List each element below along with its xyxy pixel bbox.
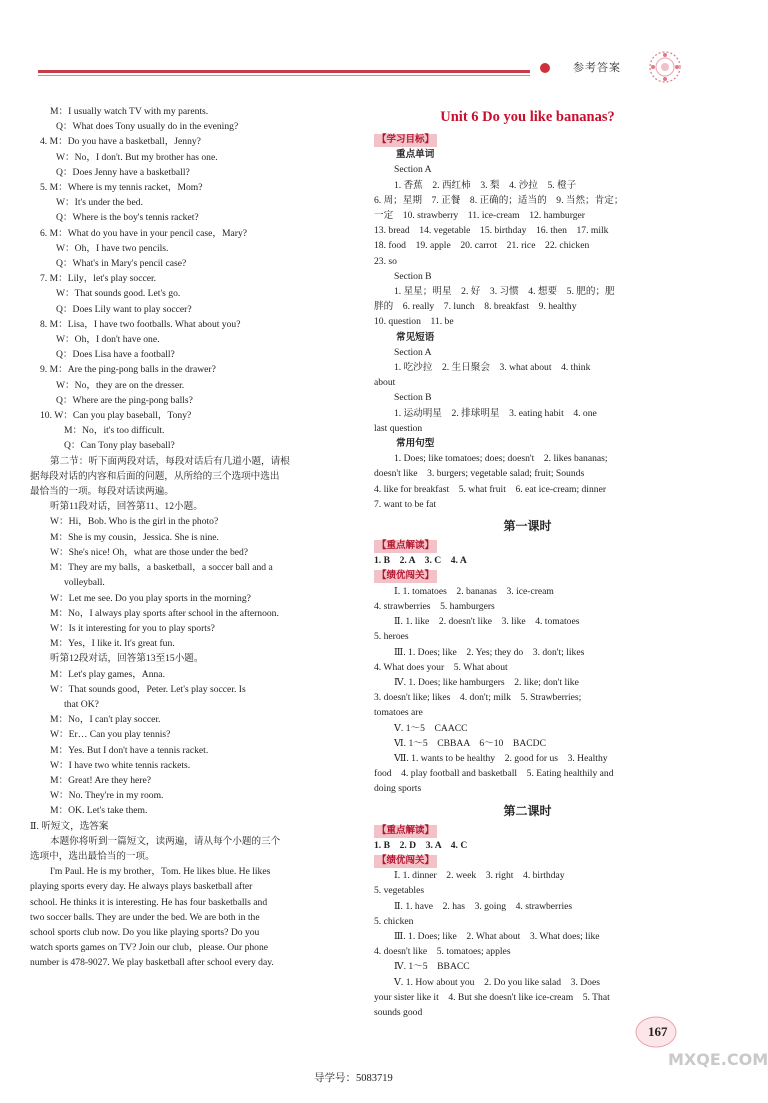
text-line: M：No，I can't play soccer. xyxy=(50,714,161,726)
text-line: Ⅱ. 听短文，选答案 xyxy=(30,820,109,832)
text-line: 选项中，选出最恰当的一项。 xyxy=(30,850,155,862)
section-tag-exercises: 【绩优闯关】 xyxy=(374,570,437,583)
text-line: your sister like it 4. But she doesn't like ice-cream 5. That xyxy=(374,991,610,1003)
text-line: M：Yes. But I don't have a tennis racket. xyxy=(50,744,209,756)
text-line: Section A xyxy=(394,164,432,176)
text-line: W：That sounds good，Peter. Let's play soccer. Is xyxy=(50,683,246,695)
text-line: M：They are my balls，a basketball，a soccer ball and a xyxy=(50,562,273,574)
section-tag-key: 【重点解读】 xyxy=(374,825,437,838)
header-bullet-icon xyxy=(540,63,550,73)
text-line: Q：Can Tony play baseball? xyxy=(64,440,175,452)
text-line: W：Let me see. Do you play sports in the morning? xyxy=(50,592,251,604)
text-line: 7. want to be fat xyxy=(374,498,437,510)
section-tag-goals: 【学习目标】 xyxy=(374,134,437,147)
text-line: I'm Paul. He is my brother，Tom. He likes blue. He likes xyxy=(50,866,271,878)
text-line: 6. 周；星期 7. 正餐 8. 正确的；适当的 9. 当然；肯定； xyxy=(374,194,624,206)
text-line: 4. M：Do you have a basketball，Jenny? xyxy=(40,136,201,148)
text-line: tomatoes are xyxy=(374,707,423,719)
text-line: 3. doesn't like; likes 4. don't; milk 5. Strawberries; xyxy=(374,692,582,704)
text-line: 第二节：听下面两段对话，每段对话后有几道小题，请根 xyxy=(50,455,290,467)
subheading: 常用句型 xyxy=(396,438,435,450)
text-line: Ⅵ. 1～5 CBBAA 6～10 BACDC xyxy=(394,737,546,749)
text-line: 4. strawberries 5. hamburgers xyxy=(374,600,495,612)
text-line: 5. M：Where is my tennis racket，Mom? xyxy=(40,182,203,194)
text-line: playing sports every day. He always plays basketball after xyxy=(30,881,253,893)
text-line: 据每段对话的内容和后面的问题，从所给的三个选项中选出 xyxy=(30,470,280,482)
text-line: 1. 运动明星 2. 排球明星 3. eating habit 4. one xyxy=(394,407,597,419)
text-line: Ⅰ. 1. dinner 2. week 3. right 4. birthday xyxy=(394,870,565,882)
text-line: Ⅱ. 1. have 2. has 3. going 4. strawberries xyxy=(394,900,573,912)
text-line: 最恰当的一项。每段对话读两遍。 xyxy=(30,486,174,498)
text-line: 23. so xyxy=(374,255,397,267)
text-line: school. He thinks it is interesting. He has four basketballs and xyxy=(30,896,268,908)
text-line: Section B xyxy=(394,392,432,404)
text-line: 6. M：What do you have in your pencil case，Mary? xyxy=(40,227,248,239)
watermark: MXQE.COM xyxy=(668,1050,768,1069)
text-line: Ⅶ. 1. wants to be healthy 2. good for us 3. Healthy xyxy=(394,752,608,764)
text-line: W：Is it interesting for you to play sports? xyxy=(50,622,215,634)
study-code: 导学号：5083719 xyxy=(314,1073,393,1084)
text-line: W：It's under the bed. xyxy=(56,197,143,209)
text-line: Ⅰ. 1. tomatoes 2. bananas 3. ice-cream xyxy=(394,585,554,597)
text-line: food 4. play football and basketball 5. Eating healthily and xyxy=(374,768,614,780)
section-tag-key: 【重点解读】 xyxy=(374,540,437,553)
right-column xyxy=(374,106,681,1020)
text-line: 7. M：Lily，let's play soccer. xyxy=(40,273,157,285)
text-line: M：No，I always play sports after school in the afternoon. xyxy=(50,607,279,619)
text-line: Q：Where are the ping-pong balls? xyxy=(56,394,193,406)
header-title: 参考答案 xyxy=(573,61,621,74)
text-line: Ⅴ. 1. How about you 2. Do you like salad 3. Does xyxy=(394,976,600,988)
lesson-1-title: 第一课时 xyxy=(503,519,552,534)
text-line: 4. doesn't like 5. tomatoes; apples xyxy=(374,946,511,958)
text-line: number is 478-9027. We play basketball after school every day. xyxy=(30,957,274,969)
text-line: sounds good xyxy=(374,1006,423,1018)
text-line: W：I have two white tennis rackets. xyxy=(50,759,191,771)
text-line: 一定 10. strawberry 11. ice-cream 12. hamburger xyxy=(374,210,585,222)
text-line: 听第12段对话，回答第13至15小题。 xyxy=(50,653,204,665)
text-line: M：Great! Are they here? xyxy=(50,774,151,786)
text-line: about xyxy=(374,377,396,389)
text-line: two soccer balls. They are under the bed. We are both in the xyxy=(30,911,260,923)
left-column xyxy=(30,104,348,971)
flower-logo-icon xyxy=(648,50,682,84)
text-line: 10. W：Can you play baseball，Tony? xyxy=(40,410,192,422)
text-line: Q：What does Tony usually do in the evening? xyxy=(56,121,239,133)
header-rule xyxy=(38,70,530,73)
text-line: W：She's nice! Oh，what are those under the bed? xyxy=(50,546,249,558)
text-line: 胖的 6. really 7. lunch 8. breakfast 9. healthy xyxy=(374,301,577,313)
text-line: W：That sounds good. Let's go. xyxy=(56,288,181,300)
subheading: 常见短语 xyxy=(396,331,435,343)
text-line: watch sports games on TV? Join our club，please. Our phone xyxy=(30,942,269,954)
text-line: Q：Does Lisa have a football? xyxy=(56,349,175,361)
lesson-2-title: 第二课时 xyxy=(503,803,552,818)
text-line: Ⅳ. 1～5 BBACC xyxy=(394,961,470,973)
text-line: 5. chicken xyxy=(374,915,414,927)
text-line: 1. 星星；明星 2. 好 3. 习惯 4. 想要 5. 肥的；肥 xyxy=(394,286,615,298)
text-line: 5. vegetables xyxy=(374,885,425,897)
text-line: last question xyxy=(374,422,423,434)
text-line: Section B xyxy=(394,270,432,282)
text-line: W：No，I don't. But my brother has one. xyxy=(56,151,218,163)
text-line: W：No. They're in my room. xyxy=(50,790,164,802)
text-line: 18. food 19. apple 20. carrot 21. rice 22. chicken xyxy=(374,240,590,252)
text-line: Ⅴ. 1～5 CAACC xyxy=(394,722,468,734)
text-line: 8. M：Lisa，I have two footballs. What about you? xyxy=(40,318,241,330)
text-line: M：Yes，I like it. It's great fun. xyxy=(50,638,175,650)
text-line: Q：Does Jenny have a basketball? xyxy=(56,166,190,178)
text-line: W：No，they are on the dresser. xyxy=(56,379,185,391)
text-line: M：No，it's too difficult. xyxy=(64,425,165,437)
text-line: 1. 吃沙拉 2. 生日聚会 3. what about 4. think xyxy=(394,362,591,374)
text-line: M：OK. Let's take them. xyxy=(50,805,148,817)
text-line: M：She is my cousin，Jessica. She is nine. xyxy=(50,531,219,543)
text-line: Q：What's in Mary's pencil case? xyxy=(56,258,187,270)
section-tag-exercises: 【绩优闯关】 xyxy=(374,855,437,868)
text-line: Q：Does Lily want to play soccer? xyxy=(56,303,192,315)
text-line: that OK? xyxy=(64,698,99,710)
text-line: W：Er… Can you play tennis? xyxy=(50,729,171,741)
subheading: 重点单词 xyxy=(396,149,435,161)
text-line: school sports club now. Do you like playing sports? Do you xyxy=(30,926,260,938)
text-line: Section A xyxy=(394,346,432,358)
text-line: 1. 香蕉 2. 西红柿 3. 梨 4. 沙拉 5. 橙子 xyxy=(394,179,577,191)
text-line: 10. question 11. be xyxy=(374,316,454,328)
text-line: doesn't like 3. burgers; vegetable salad; fruit; Sounds xyxy=(374,468,585,480)
text-line: Ⅲ. 1. Does; like 2. What about 3. What does; like xyxy=(394,930,600,942)
text-line: Q：Where is the boy's tennis racket? xyxy=(56,212,199,224)
page-number: 167 xyxy=(648,1024,668,1039)
header-rule-thin xyxy=(38,75,530,76)
text-line: W：Oh，I don't have one. xyxy=(56,334,160,346)
text-line: 4. like for breakfast 5. what fruit 6. eat ice-cream; dinner xyxy=(374,483,607,495)
text-line: 9. M：Are the ping-pong balls in the drawer? xyxy=(40,364,216,376)
text-line: 本题你将听到一篇短文，读两遍，请从每个小题的三个 xyxy=(50,835,281,847)
text-line: Ⅲ. 1. Does; like 2. Yes; they do 3. don't; likes xyxy=(394,646,585,658)
unit-title: Unit 6 Do you like bananas? xyxy=(440,109,615,125)
text-line: Ⅳ. 1. Does; like hamburgers 2. like; don't like xyxy=(394,676,579,688)
text-line: 听第11段对话，回答第11、12小题。 xyxy=(50,501,203,513)
text-line: volleyball. xyxy=(64,577,105,589)
text-line: W：Hi，Bob. Who is the girl in the photo? xyxy=(50,516,219,528)
text-line: M：I usually watch TV with my parents. xyxy=(50,106,209,117)
text-line: 1. B 2. D 3. A 4. C xyxy=(374,839,468,851)
text-line: 1. Does; like tomatoes; does; doesn't 2. likes bananas; xyxy=(394,453,608,465)
text-line: Ⅱ. 1. like 2. doesn't like 3. like 4. tomatoes xyxy=(394,616,580,628)
text-line: W：Oh，I have two pencils. xyxy=(56,242,169,254)
text-line: 4. What does your 5. What about xyxy=(374,661,508,673)
text-line: 5. heroes xyxy=(374,631,409,643)
text-line: doing sports xyxy=(374,783,422,795)
text-line: M：Let's play games，Anna. xyxy=(50,668,165,680)
text-line: 13. bread 14. vegetable 15. birthday 16. then 17. milk xyxy=(374,225,609,237)
text-line: 1. B 2. A 3. C 4. A xyxy=(374,555,467,567)
